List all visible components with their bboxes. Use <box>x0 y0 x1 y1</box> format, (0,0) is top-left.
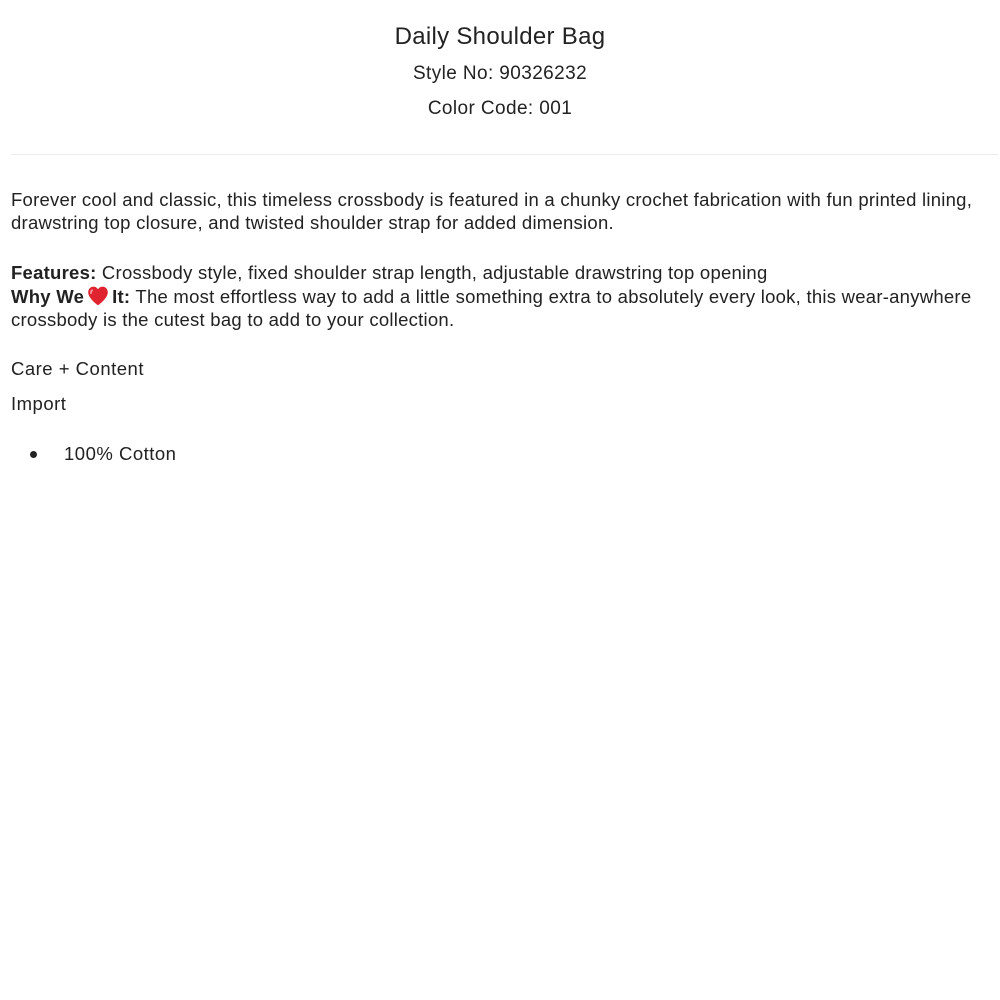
product-title: Daily Shoulder Bag <box>394 23 606 50</box>
features-line <box>11 261 988 284</box>
product-description: Forever cool and classic, this timeless crossbody is featured in a chunky crochet fabrication with fun printed lining, drawstring top closure, and twisted shoulder strap for added dimension. <box>11 189 973 233</box>
material-list <box>11 442 988 465</box>
why-we-label: Why We <box>11 286 85 307</box>
bullet-icon <box>30 451 37 458</box>
product-header <box>0 0 1000 121</box>
why-we-love-it-text: The most effortless way to add a little something extra to absolutely every look, this wear-anywhere crossbody is the cutest bag to add to your collection. <box>11 286 972 330</box>
features-label: Features: <box>11 262 97 283</box>
import-text: Import <box>11 393 67 414</box>
style-number: Style No: 90326232 <box>412 63 588 84</box>
why-we-label-end: It: <box>112 286 131 307</box>
material-text: 100% Cotton <box>64 443 177 464</box>
care-content-title: Care + Content <box>11 358 144 379</box>
list-item <box>11 442 988 465</box>
header-divider <box>11 154 998 155</box>
color-code: Color Code: 001 <box>427 98 573 119</box>
heart-icon <box>86 284 110 308</box>
features-text: Crossbody style, fixed shoulder strap length, adjustable drawstring top opening <box>101 262 768 283</box>
product-details <box>11 188 988 465</box>
features-block <box>11 261 988 331</box>
why-we-love-it-line <box>11 284 988 331</box>
